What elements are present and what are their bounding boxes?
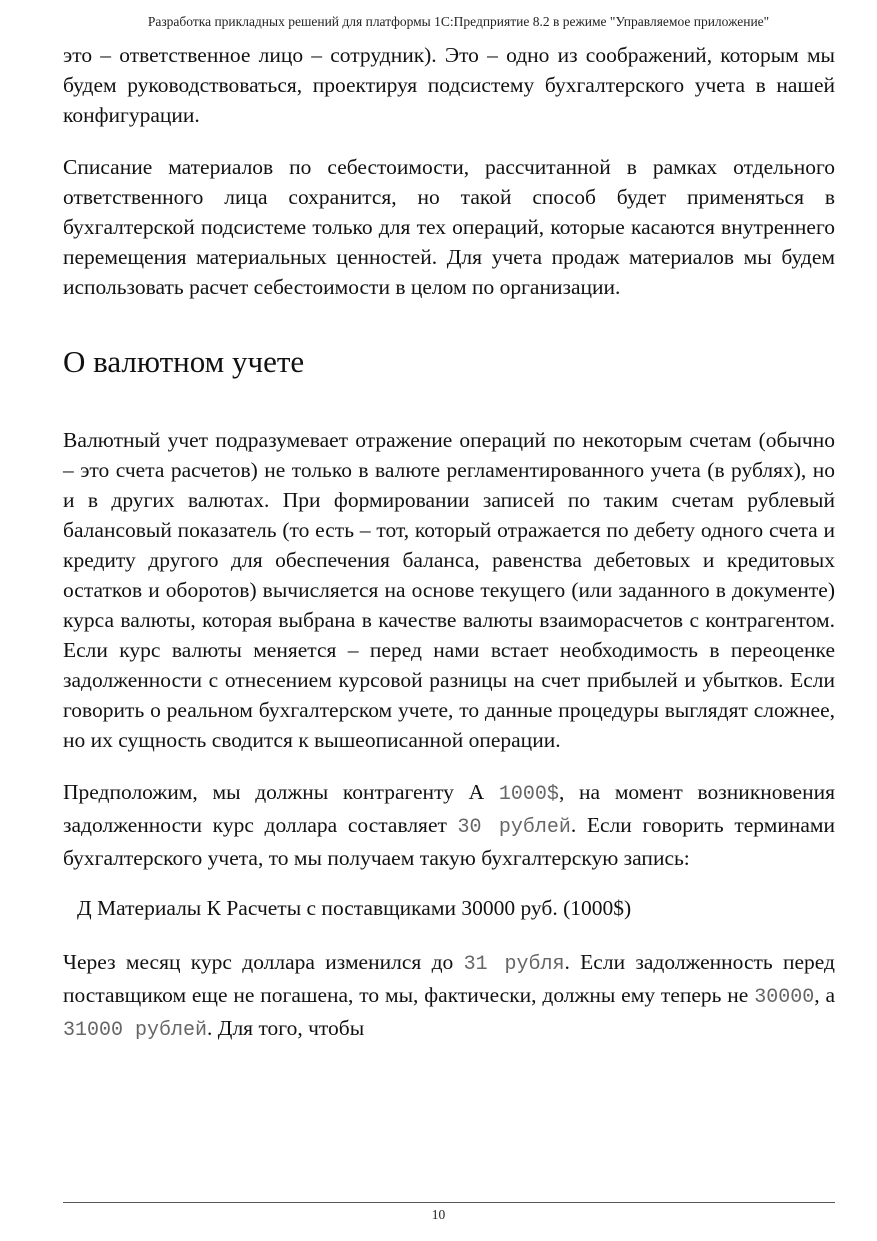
code-rate: 30 рублей	[457, 816, 571, 839]
code-old-debt: 30000	[754, 986, 815, 1009]
code-new-rate: 31 рубля	[463, 953, 565, 976]
footer-divider	[63, 1202, 835, 1203]
code-amount: 1000$	[498, 783, 559, 806]
paragraph-2: Списание материалов по себестоимости, рассчитанной в рамках отдельного ответственного лица сохранится, но такой способ будет применяться в бухгалтерской подсистеме только для тех операций, которые касаются внутреннего перемещения материальных ценностей. Для учета продаж материалов мы будем использовать расчет себестоимости в целом по организации.	[63, 155, 835, 299]
running-header: Разработка прикладных решений для платформы 1С:Предприятие 8.2 в режиме "Управляемое приложение"	[147, 14, 770, 29]
paragraph-4: Предположим, мы должны контрагенту А 1000$, на момент возникновения задолженности курс доллара составляет 30 рублей. Если говорить терминами бухгалтерского учета, то мы получаем такую бухгалтерскую запись:	[63, 780, 835, 870]
paragraph-3: Валютный учет подразумевает отражение операций по некоторым счетам (обычно – это счета расчетов) не только в валюте регламентированного учета (в рублях), но и в других валютах. При формировании записей по таким счетам рублевый балансовый показатель (то есть – тот, который отражается по дебету одного счета и кредиту другого для обеспечения баланса, равенства дебетовых и кредитовых остатков и оборотов) вычисляется на основе текущего (или заданного в документе) курса валюты, которая выбрана в качестве валюты взаиморасчетов с контрагентом. Если курс валюты меняется – перед нами встает необходимость в переоценке задолженности с отнесением курсовой разницы на счет прибылей и убытков. Если говорить о реальном бухгалтерском учете, то данные процедуры выглядят сложнее, но их сущность сводится к вышеописанной операции.	[63, 428, 835, 752]
section-title: О валютном учете	[63, 344, 305, 379]
code-new-debt: 31000 рублей	[63, 1019, 208, 1042]
paragraph-1: это – ответственное лицо – сотрудник). Это – одно из соображений, которым мы будем руководствоваться, проектируя подсистему бухгалтерского учета в нашей конфигурации.	[63, 43, 835, 127]
paragraph-5: Через месяц курс доллара изменился до 31 рубля. Если задолженность перед поставщиком еще не погашена, то мы, фактически, должны ему теперь не 30000, а 31000 рублей. Для того, чтобы	[63, 950, 835, 1042]
accounting-entry: Д Материалы К Расчеты с поставщиками 30000 руб. (1000$)	[77, 896, 632, 920]
page-body	[63, 40, 835, 1046]
page-number: 10	[431, 1207, 446, 1222]
